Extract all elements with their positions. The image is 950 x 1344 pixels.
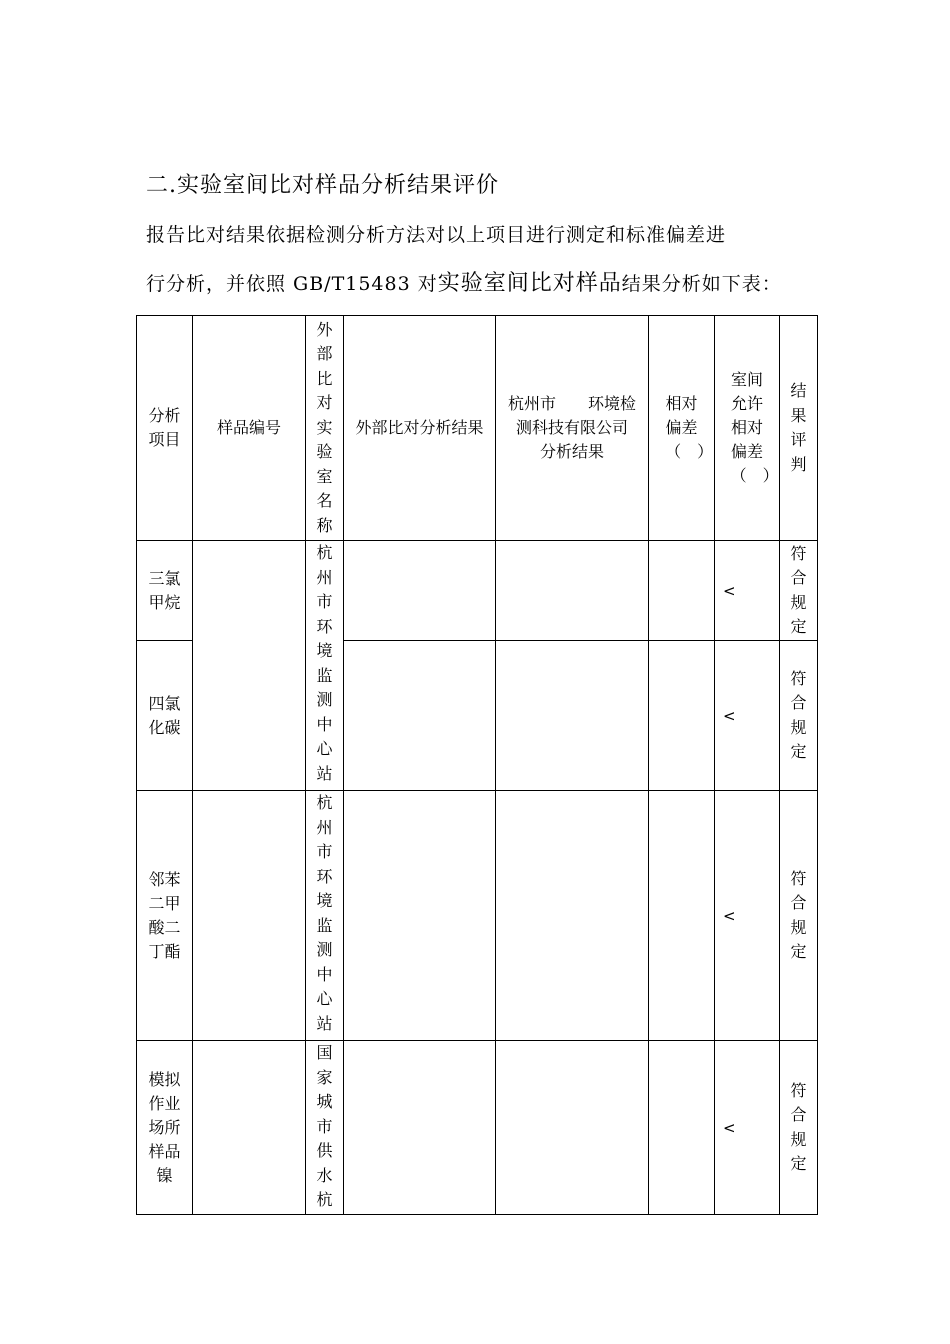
paragraph-line-2	[146, 266, 782, 297]
row4-item: 模拟作业场所样品镍	[137, 1041, 193, 1215]
row2-item: 四氯化碳	[137, 641, 193, 791]
header-ext-lab: 外部比对实验室名称	[306, 316, 344, 541]
row4-ext-lab: 国家城市供水杭	[306, 1041, 344, 1215]
row4-sample-no	[193, 1041, 306, 1215]
row3-allow-dev: <	[715, 791, 780, 1041]
row3-item: 邻苯二甲酸二丁酯	[137, 791, 193, 1041]
header-ext-result: 外部比对分析结果	[344, 316, 496, 541]
header-verdict: 结果评判	[780, 316, 818, 541]
paragraph-line-2-b: 实验室间比对样品	[437, 271, 622, 296]
header-sample-no: 样品编号	[193, 316, 306, 541]
row2-verdict: 符合规定	[780, 641, 818, 791]
section-heading: 二.实验室间比对样品分析结果评价	[146, 173, 499, 198]
row1-verdict: 符合规定	[780, 541, 818, 641]
table-row	[137, 541, 818, 641]
row1-ext-lab: 杭州市环境监测中心站	[306, 541, 344, 791]
header-hz-result: 杭州市 环境检测科技有限公司 分析结果	[496, 316, 649, 541]
header-allow-dev: 室间允许相对偏差（ ）	[715, 316, 780, 541]
row4-ext-result	[344, 1041, 496, 1215]
row1-allow-dev: <	[715, 541, 780, 641]
table-row	[137, 791, 818, 1041]
row2-rel-dev	[649, 641, 715, 791]
row1-sample-no	[193, 541, 306, 791]
row3-sample-no	[193, 791, 306, 1041]
paragraph-line-1: 报告比对结果依据检测分析方法对以上项目进行测定和标准偏差进	[146, 224, 727, 246]
row4-verdict: 符合规定	[780, 1041, 818, 1215]
row3-verdict: 符合规定	[780, 791, 818, 1041]
results-table	[136, 315, 818, 1215]
row4-hz-result	[496, 1041, 649, 1215]
row1-rel-dev	[649, 541, 715, 641]
row3-rel-dev	[649, 791, 715, 1041]
row3-ext-lab: 杭州市环境监测中心站	[306, 791, 344, 1041]
row4-rel-dev	[649, 1041, 715, 1215]
row2-hz-result	[496, 641, 649, 791]
row2-ext-result	[344, 641, 496, 791]
row1-hz-result	[496, 541, 649, 641]
header-item: 分析项目	[137, 316, 193, 541]
row4-allow-dev: <	[715, 1041, 780, 1215]
row1-ext-result	[344, 541, 496, 641]
paragraph-line-2-c: 结果分析如下表：	[621, 273, 782, 295]
header-rel-dev: 相对偏差（ ）	[649, 316, 715, 541]
table-row	[137, 1041, 818, 1215]
paragraph-line-2-a: 行分析，并依照 GB/T15483 对	[146, 273, 438, 295]
row3-hz-result	[496, 791, 649, 1041]
row1-item: 三氯甲烷	[137, 541, 193, 641]
row2-allow-dev: <	[715, 641, 780, 791]
header-row	[137, 316, 818, 541]
row3-ext-result	[344, 791, 496, 1041]
